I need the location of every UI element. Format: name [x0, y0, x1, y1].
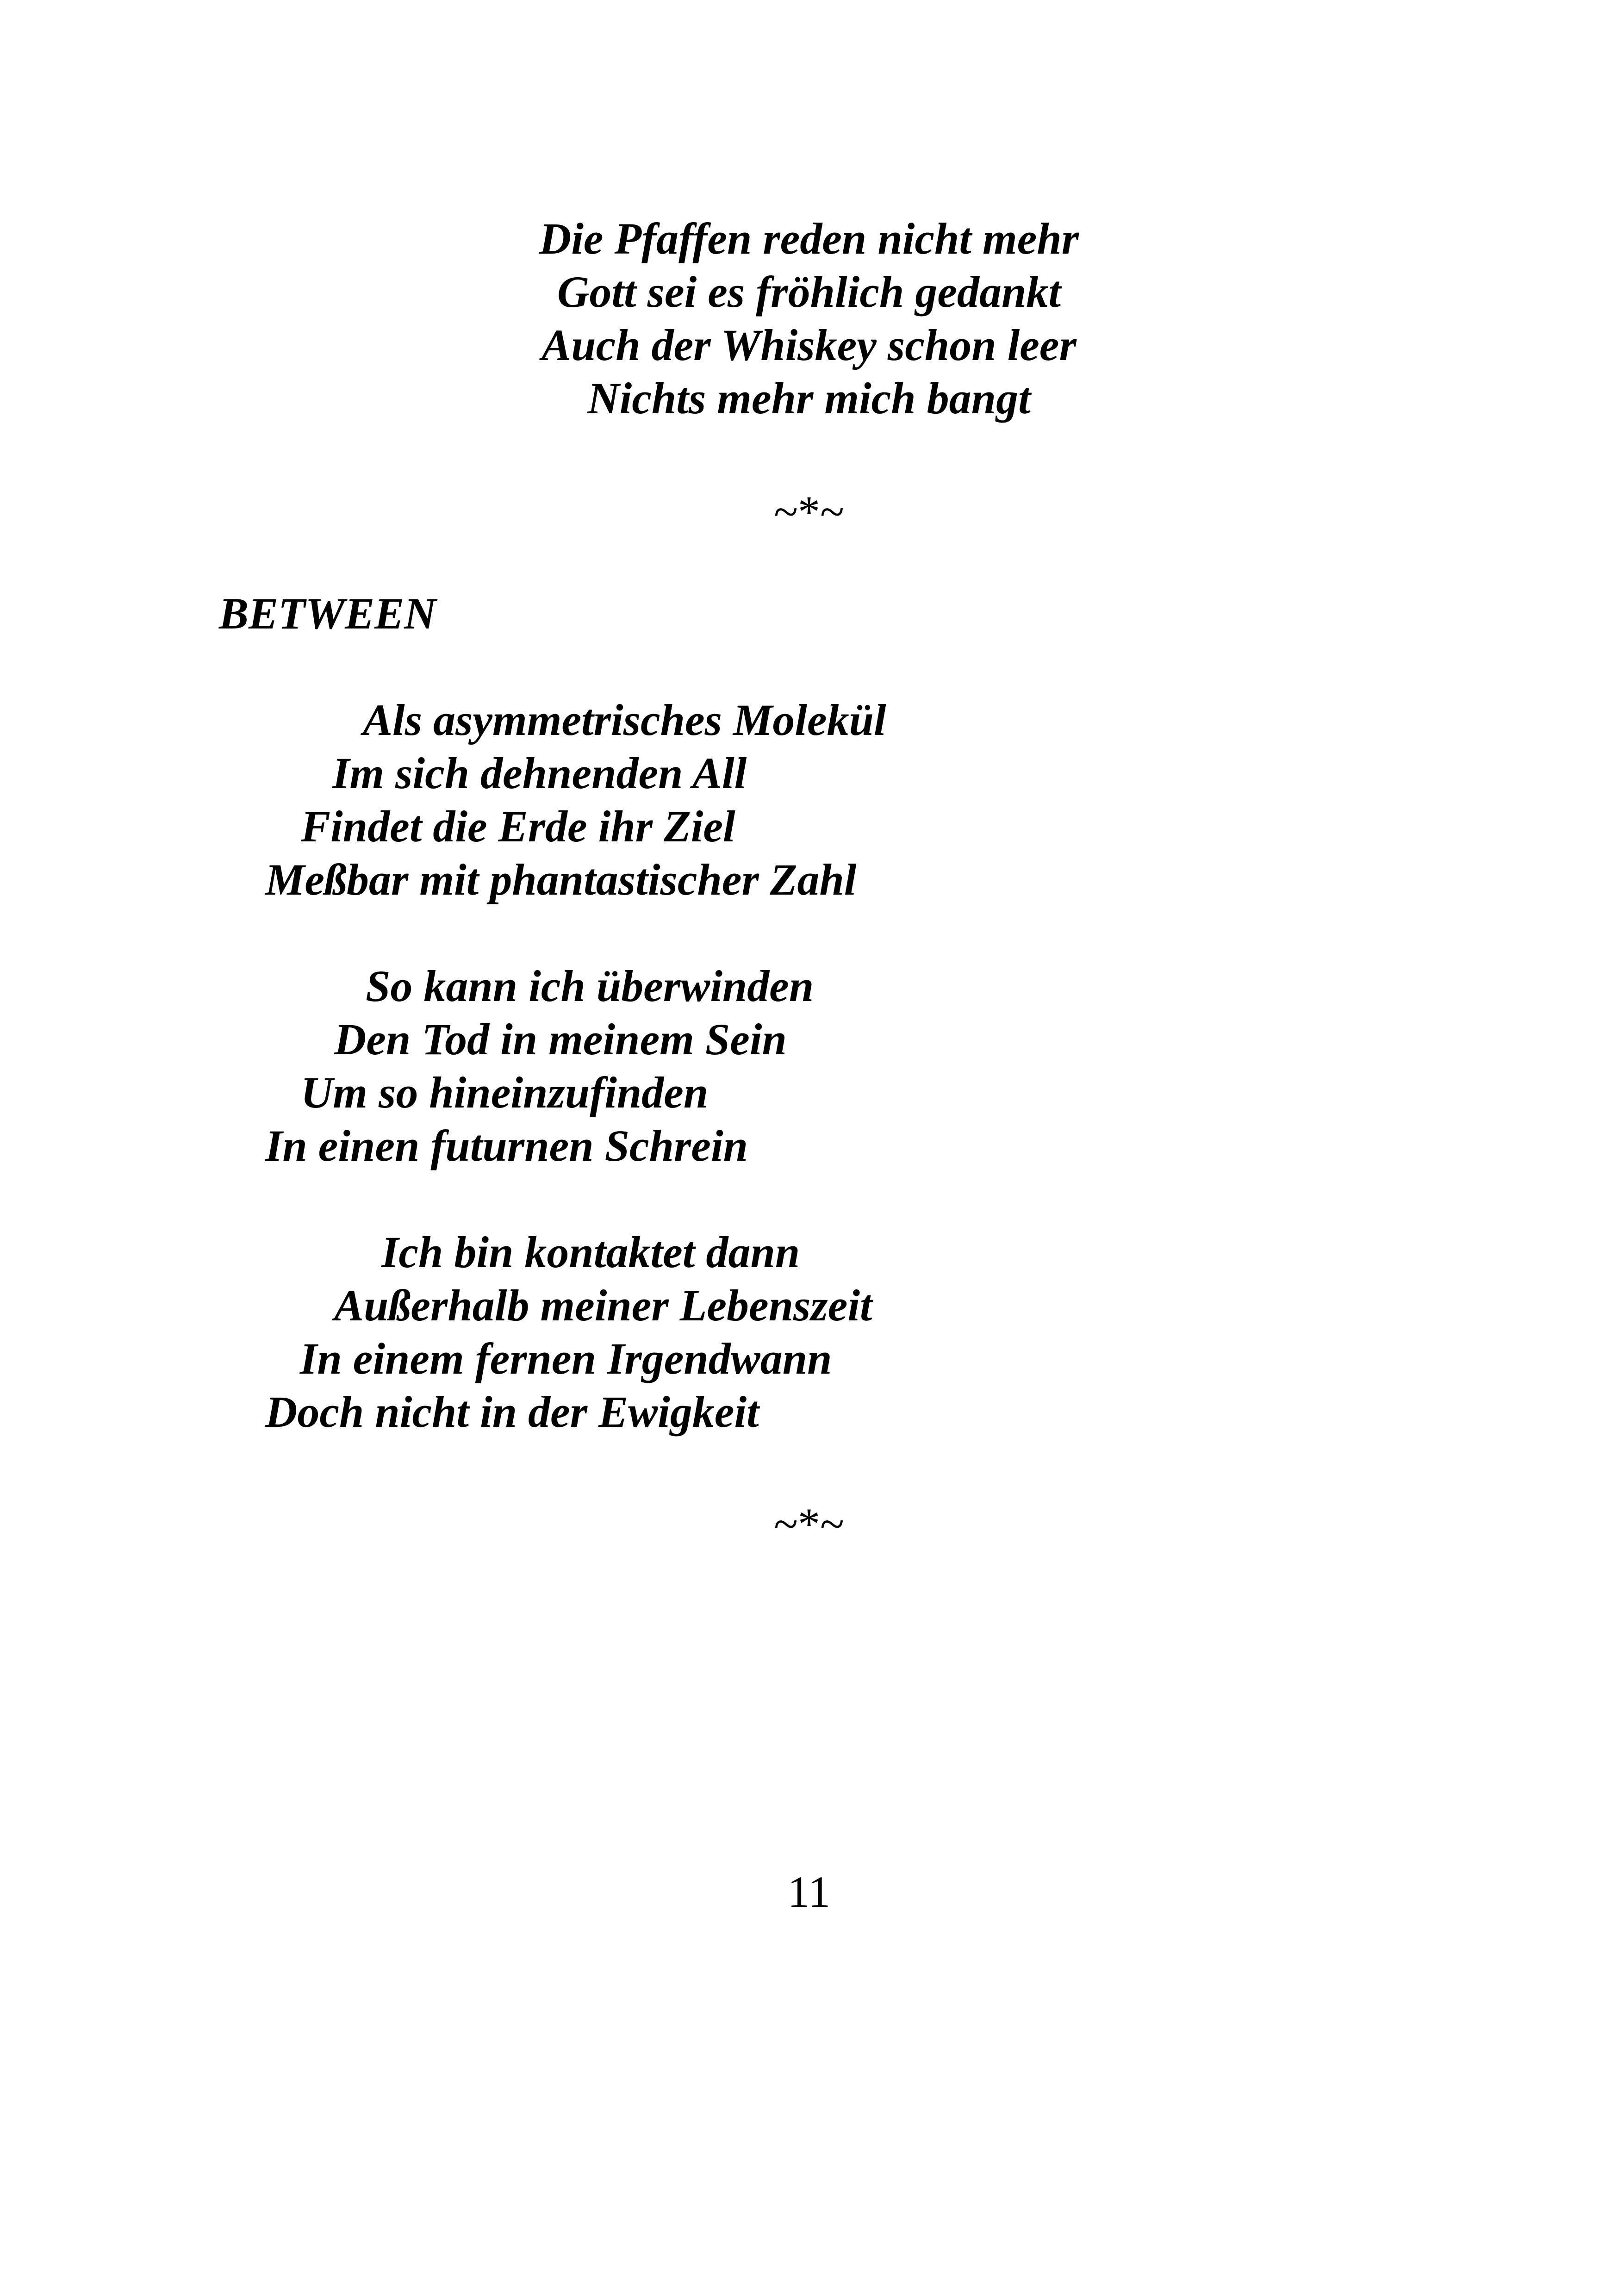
- section-divider: ~*~: [774, 1499, 844, 1549]
- verse-line: Außerhalb meiner Lebenszeit: [334, 1281, 872, 1330]
- verse-line: So kann ich überwinden: [366, 961, 814, 1011]
- verse-line: Doch nicht in der Ewigkeit: [265, 1387, 759, 1437]
- verse-line: Nichts mehr mich bangt: [587, 373, 1031, 423]
- verse-line: Gott sei es fröhlich gedankt: [557, 267, 1061, 317]
- verse-line: In einem fernen Irgendwann: [300, 1334, 832, 1383]
- verse-line: Im sich dehnenden All: [332, 748, 747, 798]
- verse-line: Findet die Erde ihr Ziel: [301, 802, 735, 851]
- verse-line: Um so hineinzufinden: [301, 1068, 709, 1117]
- verse-line: Ich bin kontaktet dann: [381, 1227, 800, 1277]
- verse-line: Die Pfaffen reden nicht mehr: [539, 214, 1079, 263]
- verse-line: Meßbar mit phantastischer Zahl: [265, 855, 857, 904]
- verse-line: Als asymmetrisches Molekül: [363, 695, 886, 745]
- verse-line: Den Tod in meinem Sein: [334, 1014, 787, 1064]
- verse-line: Auch der Whiskey schon leer: [541, 320, 1077, 370]
- page-number: 11: [787, 1867, 831, 1916]
- poem-title: BETWEEN: [219, 589, 436, 638]
- section-divider: ~*~: [774, 487, 844, 536]
- verse-line: In einen futurnen Schrein: [265, 1121, 748, 1170]
